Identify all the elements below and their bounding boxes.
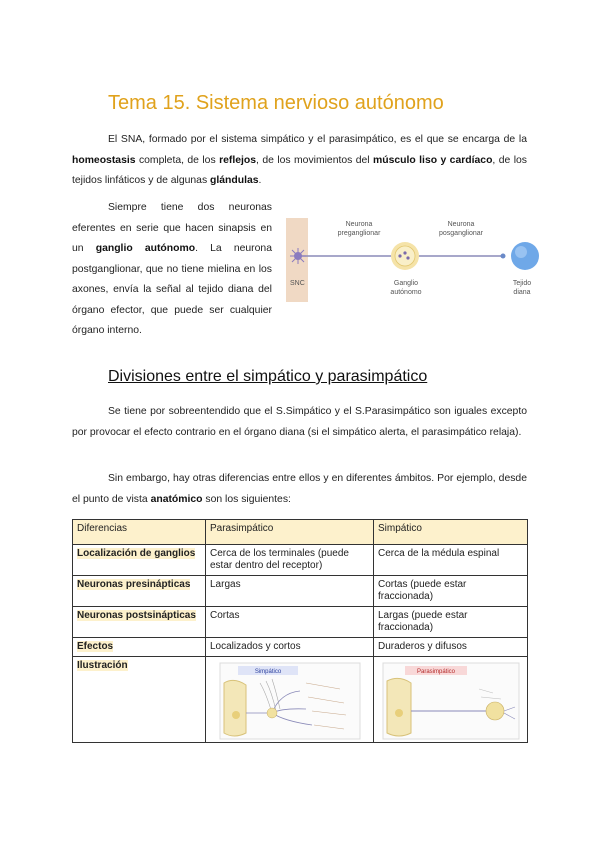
table-cell: Cortas bbox=[206, 607, 374, 638]
table-cell: Largas (puede estar fraccionada) bbox=[374, 607, 528, 638]
row-label: Ilustración bbox=[77, 660, 128, 671]
table-cell: Cerca de los terminales (puede estar dentro del receptor) bbox=[206, 545, 374, 576]
tejido-label-1: Tejido bbox=[512, 280, 532, 287]
term-musculo: músculo liso y cardíaco bbox=[373, 154, 493, 166]
neuron-diagram bbox=[286, 218, 532, 302]
table-cell: Duraderos y difusos bbox=[374, 638, 528, 657]
table-cell: Largas bbox=[206, 576, 374, 607]
snc-label: SNC bbox=[290, 280, 305, 287]
ganglio-label-1: Ganglio bbox=[393, 280, 419, 287]
simpatico-thumbnail bbox=[220, 663, 360, 739]
table-header-row bbox=[73, 520, 528, 545]
pre-label-1: Neurona bbox=[345, 221, 373, 228]
section-title: Divisiones entre el simpático y parasimpático bbox=[108, 368, 428, 385]
divisions-paragraph: Se tiene por sobreentendido que el S.Simpático y el S.Parasimpático son iguales excepto por provocar el efecto contrario en el órgano diana (si el simpático alerta, el parasimpático relaja). bbox=[72, 406, 527, 438]
pre-label-2: preganglionar bbox=[337, 230, 381, 237]
snc-box bbox=[286, 218, 308, 302]
term-glandulas: glándulas bbox=[210, 175, 259, 186]
row-label: Neuronas postsinápticas bbox=[77, 610, 196, 621]
table-cell: Localizados y cortos bbox=[206, 638, 374, 657]
post-label-1: Neurona bbox=[447, 221, 475, 228]
row-label: Efectos bbox=[77, 641, 114, 652]
term-reflejos: reflejos bbox=[219, 154, 257, 166]
page-title: Tema 15. Sistema nervioso autónomo bbox=[108, 92, 444, 114]
table-row bbox=[73, 657, 528, 743]
intro-paragraph: El SNA, formado por el sistema simpático y el parasimpático, es el que se encarga de la homeostasis completa, de los reflejos, de los movimientos del músculo liso y cardíaco, de los tejidos linfáticos y de algunas glándulas. bbox=[72, 134, 527, 186]
thumb-parasimpatico-label: Parasimpático bbox=[416, 669, 455, 675]
parasimpatico-thumbnail bbox=[383, 663, 519, 739]
post-label-2: posganglionar bbox=[439, 230, 483, 237]
term-ganglio: ganglio autónomo bbox=[95, 243, 196, 254]
header-simpatico: Simpático bbox=[374, 520, 528, 545]
term-anatomico: anatómico bbox=[150, 493, 203, 505]
tejido-label-2: diana bbox=[513, 289, 531, 296]
illustration-parasimpatico-cell bbox=[206, 657, 374, 743]
header-parasimpatico: Parasimpático bbox=[206, 520, 374, 545]
table-row bbox=[73, 638, 528, 657]
snc-neuron-icon bbox=[290, 248, 306, 264]
illustration-simpatico-cell bbox=[374, 657, 528, 743]
table-row bbox=[73, 576, 528, 607]
table-cell: Cerca de la médula espinal bbox=[374, 545, 528, 576]
thumb-simpatico-label: Simpático bbox=[254, 669, 281, 675]
table-row bbox=[73, 545, 528, 576]
term-homeostasis: homeostasis bbox=[72, 154, 136, 166]
table-cell: Cortas (puede estar fraccionada) bbox=[374, 576, 528, 607]
row-label: Localización de ganglios bbox=[77, 548, 196, 559]
ganglio-label-2: autónomo bbox=[390, 289, 422, 296]
differences-paragraph: Sin embargo, hay otras diferencias entre ellos y en diferentes ámbitos. Por ejemplo, desde el punto de vista anatómico son los siguientes: bbox=[72, 473, 527, 505]
differences-table bbox=[72, 519, 528, 743]
header-diferencias: Diferencias bbox=[73, 520, 206, 545]
table-row bbox=[73, 607, 528, 638]
neurons-paragraph: Siempre tiene dos neuronas eferentes en serie que hacen sinapsis en un ganglio autónomo. La neurona postganglionar, que no tiene mielina en los axones, envía la señal al tejido diana del órgano efector, que puede ser cualquier órgano interno. bbox=[72, 202, 272, 336]
row-label: Neuronas presinápticas bbox=[77, 579, 191, 590]
